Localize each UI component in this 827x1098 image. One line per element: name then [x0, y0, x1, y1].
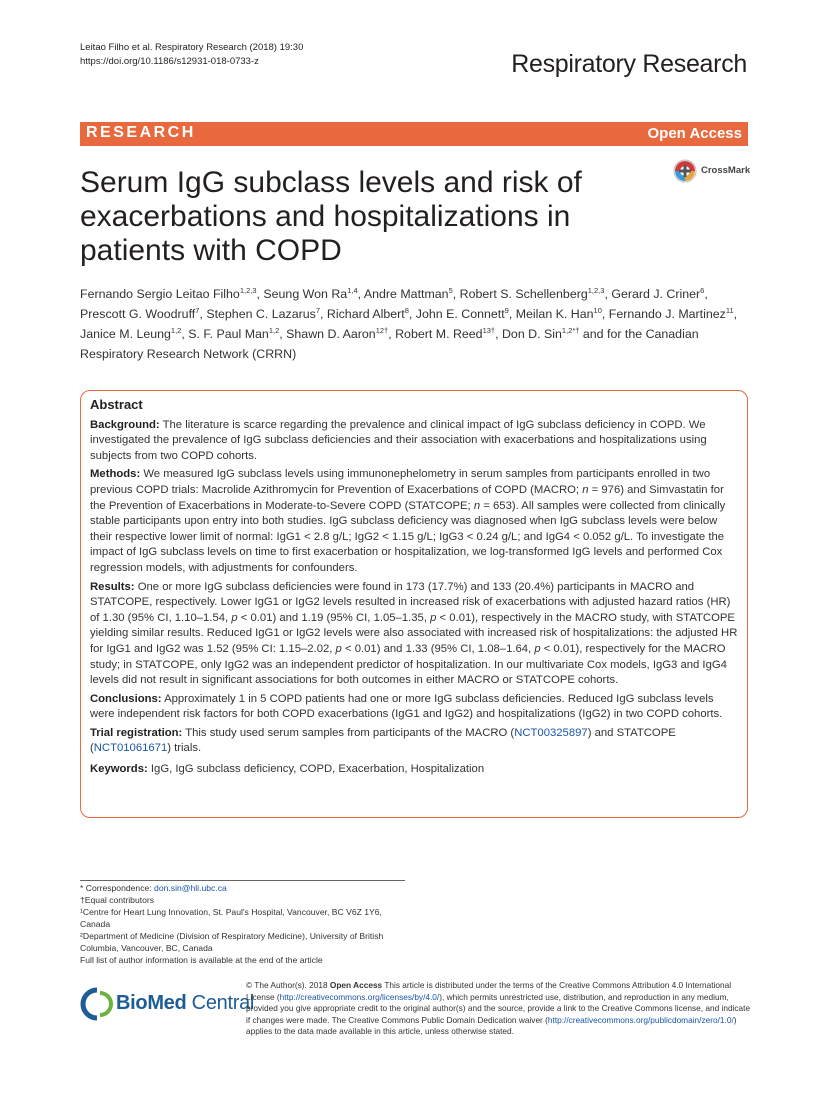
methods-label: Methods:	[90, 468, 141, 481]
author-affiliation-sup: 8	[404, 306, 409, 315]
author-affiliation-sup: 1,2*†	[561, 326, 580, 335]
abstract-methods	[90, 467, 740, 576]
affiliation-2: ²Department of Medicine (Division of Respiratory Medicine), University of British Columbia, Vancouver, BC, Canada	[80, 931, 384, 953]
wordmark-bold: BioMed	[116, 992, 187, 1014]
journal-name: Respiratory Research	[511, 50, 747, 78]
crossmark-badge[interactable]	[673, 159, 749, 185]
author-affiliation-sup: 1,2	[170, 326, 182, 335]
article-title: Serum IgG subclass levels and risk of exacerbations and hospitalizations in patients with COPD	[80, 166, 582, 267]
abstract-conclusions	[90, 692, 740, 723]
biomed-central-mark-icon	[80, 987, 114, 1021]
footnote-divider	[80, 880, 405, 881]
author-name: Fernando Sergio Leitao Filho	[80, 287, 240, 301]
license-text-2: ), which permits unrestricted use, distribution, and reproduction in any medium, provided you give appropriate credit to the original author(s) and the source, provide a link to the Creative Commons license, and indicate if changes were made. The Creative Commons Public Domain Dedication waiver (	[246, 991, 751, 1025]
author-affiliation-sup: 6	[700, 286, 705, 295]
trial-text-2: ) and STATCOPE (	[90, 726, 676, 755]
conclusions-text: Approximately 1 in 5 COPD patients had one or more IgG subclass deficiencies. Reduced IgG subclass levels were independent risk factors for both COPD exacerbations (IgG1 and IgG2) and hospitalizations (IgG2) in two COPD cohorts.	[90, 692, 723, 721]
correspondence-email-link[interactable]: don.sin@hli.ubc.ca	[154, 883, 227, 893]
article-type-banner	[80, 122, 748, 146]
author-affiliation-sup: 7	[195, 306, 200, 315]
results-p2: p	[430, 611, 437, 624]
license-link-cc0[interactable]: http://creativecommons.org/publicdomain/zero/1.0/	[547, 1014, 734, 1025]
author-name: Shawn D. Aaron	[286, 327, 376, 341]
abstract-results	[90, 580, 740, 689]
results-label: Results:	[90, 580, 135, 593]
methods-text-1: We measured IgG subclass levels using immunonephelometry in serum samples from participants enrolled in two previous COPD trials: Macrolide Azithromycin for Prevention of Exacerbations of COPD (MACRO;	[90, 468, 711, 496]
header-citation	[80, 41, 303, 69]
doi-line: https://doi.org/10.1186/s12931-018-0733-z	[80, 56, 259, 67]
author-name: Seung Won Ra	[263, 287, 348, 301]
methods-n1: n	[582, 483, 589, 496]
abstract-background	[90, 418, 740, 465]
results-text-4: < 0.01) and 1.33 (95% CI, 1.08–1.64,	[341, 642, 535, 655]
author-list: Fernando Sergio Leitao Filho$^{1,2,3}$, Seung Won Ra$^{1,4}$, Andre Mattman$^5$, Robert S. Schellenberg$^{1,2,3}$, Gerard J. Criner$^6$, Prescott G. Woodruff$^7$, Stephen C. Lazarus$^7$, Richard Albert$^8$, John E. Connett$^9$, Meilan K. Han$^{10}$, Fernando J. Martinez$^{11}$, Janice M. Leung$^{1,2}$, S. F. Paul Man$^{1,2}$, Shawn D. Aaron$^{12\dagger}$, Robert M. Reed$^{13\dagger}$, Don D. Sin$^{1,2*\dagger}$ and for the Canadian Respiratory Research Network (CRRN)	[80, 286, 738, 361]
author-affiliation-sup: 1,2	[268, 326, 280, 335]
author-affiliation-sup: 9	[504, 306, 509, 315]
correspondence	[80, 882, 405, 894]
results-p4: p	[534, 642, 541, 655]
author-affiliation-sup: 5	[448, 286, 453, 295]
author-name: Don D. Sin	[501, 327, 562, 341]
author-name: Robert M. Reed	[395, 327, 483, 341]
license-link-cc-by[interactable]: http://creativecommons.org/licenses/by/4.0/	[279, 991, 440, 1002]
license-text-3: ) applies to the data made available in this article, unless otherwise stated.	[246, 1014, 737, 1037]
full-list-note: Full list of author information is available at the end of the article	[80, 955, 323, 965]
article-type-label: RESEARCH	[86, 124, 196, 141]
crossmark-label: CrossMark	[701, 165, 751, 176]
license-lead: © The Author(s). 2018	[246, 980, 330, 990]
author-group: and for the Canadian Respiratory Research Network (CRRN)	[80, 327, 699, 361]
license-open-access: Open Access	[329, 980, 383, 990]
author-affiliation-sup: 1,2,3	[587, 286, 605, 295]
abstract-trial-registration	[90, 726, 740, 757]
trial-link-macro[interactable]: NCT00325897	[514, 726, 588, 739]
abstract-keywords	[90, 762, 740, 778]
author-affiliation-sup: 1,4	[347, 286, 358, 295]
author-affiliation-sup: 13†	[482, 326, 496, 335]
results-p3: p	[335, 642, 342, 655]
methods-text-2: = 976) and Simvastatin for the Prevention of Exacerbations in Moderate-to-Severe COPD (STATCOPE;	[90, 483, 724, 512]
affiliation-1: ¹Centre for Heart Lung Innovation, St. Paul's Hospital, Vancouver, BC V6Z 1Y6, Canada	[80, 907, 382, 929]
author-name: Andre Mattman	[363, 287, 449, 301]
conclusions-label: Conclusions:	[90, 692, 162, 705]
background-text: The literature is scarce regarding the prevalence and clinical impact of IgG subclass deficiency in COPD. We investigated the prevalence of IgG subclass deficiencies and their association with exacerbations and hospitalizations using subjects from two COPD cohorts.	[90, 418, 707, 462]
equal-contributors-note: †Equal contributors	[80, 895, 155, 905]
author-name: Robert S. Schellenberg	[459, 287, 588, 301]
author-name: Fernando J. Martinez	[608, 307, 726, 321]
author-name: Richard Albert	[326, 307, 405, 321]
citation-line: Leitao Filho et al. Respiratory Research (2018) 19:30	[80, 42, 304, 53]
correspondence-label: * Correspondence:	[80, 883, 155, 893]
results-text-1: One or more IgG subclass deficiencies were found in 173 (17.7%) and 133 (20.4%) participants in MACRO and STATCOPE, respectively. Lower IgG1 or IgG2 levels resulted in increased risk of exacerbations with adjusted hazard ratios (HR) of 1.30 (95% CI, 1.10–1.54,	[90, 580, 731, 624]
author-affiliation-sup: 11	[725, 306, 734, 315]
author-name: Gerard J. Criner	[611, 287, 701, 301]
abstract-heading: Abstract	[90, 397, 143, 412]
results-p1: p	[231, 611, 238, 624]
author-affiliation-sup: 10	[593, 306, 602, 315]
author-name: Janice M. Leung	[80, 327, 171, 341]
author-name: Stephen C. Lazarus	[206, 307, 316, 321]
crossmark-icon	[673, 159, 697, 183]
footnotes	[80, 882, 405, 966]
results-text-2: < 0.01) and 1.19 (95% CI, 1.05–1.35,	[237, 611, 431, 624]
license-text-1: This article is distributed under the terms of the Creative Commons Attribution 4.0 International License (	[246, 980, 732, 1002]
author-name: Meilan K. Han	[515, 307, 594, 321]
abstract-box	[80, 390, 748, 818]
keywords-label: Keywords:	[90, 763, 148, 776]
trial-text-1: This study used serum samples from participants of the MACRO (	[182, 726, 515, 739]
biomed-central-wordmark	[116, 992, 254, 1015]
open-access-label: Open Access	[647, 125, 742, 142]
background-label: Background:	[90, 418, 160, 431]
author-affiliation-sup: 1,2,3	[239, 286, 257, 295]
biomed-central-logo	[80, 987, 255, 1023]
author-name: Prescott G. Woodruff	[80, 307, 196, 321]
author-affiliation-sup: 7	[315, 306, 321, 315]
trial-label: Trial registration:	[90, 726, 183, 739]
keywords-text: IgG, IgG subclass deficiency, COPD, Exacerbation, Hospitalization	[147, 763, 485, 776]
results-text-5: < 0.01), respectively for the MACRO study; in STATCOPE, only IgG2 was an independent predictor of hospitalization. In our multivariate Cox models, IgG3 and IgG4 levels did not result in significant associations for both outcomes in either MACRO or STATCOPE cohorts.	[90, 642, 727, 687]
methods-n2: n	[473, 499, 481, 512]
wordmark-light: Central	[186, 992, 255, 1014]
trial-text-3: ) trials.	[167, 742, 202, 755]
results-text-3: < 0.01), respectively in the MACRO study, with STATCOPE yielding similar results. Reduced IgG1 or IgG2 levels were also associated with increased risk of hospitalizations: the adjusted HR for IgG1 and IgG2 was 1.52 (95% CI: 1.15–2.02,	[90, 611, 738, 655]
license-statement	[246, 980, 751, 1038]
trial-link-statcope[interactable]: NCT01061671	[93, 742, 168, 755]
methods-text-3: = 653). All samples were collected from clinically stable participants upon entry into both studies. IgG subclass deficiency was diagnosed when IgG subclass levels were below their respective lower limit of normal: IgG1 < 2.8 g/L; IgG2 < 1.15 g/L; IgG3 < 0.24 g/L; and IgG4 < 0.052 g/L. To investigate the impact of IgG subclass levels on time to first exacerbation or hospitalization, we log-transformed IgG levels and performed Cox regression models, with adjustments for confounders.	[90, 499, 726, 574]
author-affiliation-sup: 12†	[375, 326, 389, 335]
author-name: S. F. Paul Man	[188, 327, 269, 341]
author-name: John E. Connett	[415, 307, 505, 321]
